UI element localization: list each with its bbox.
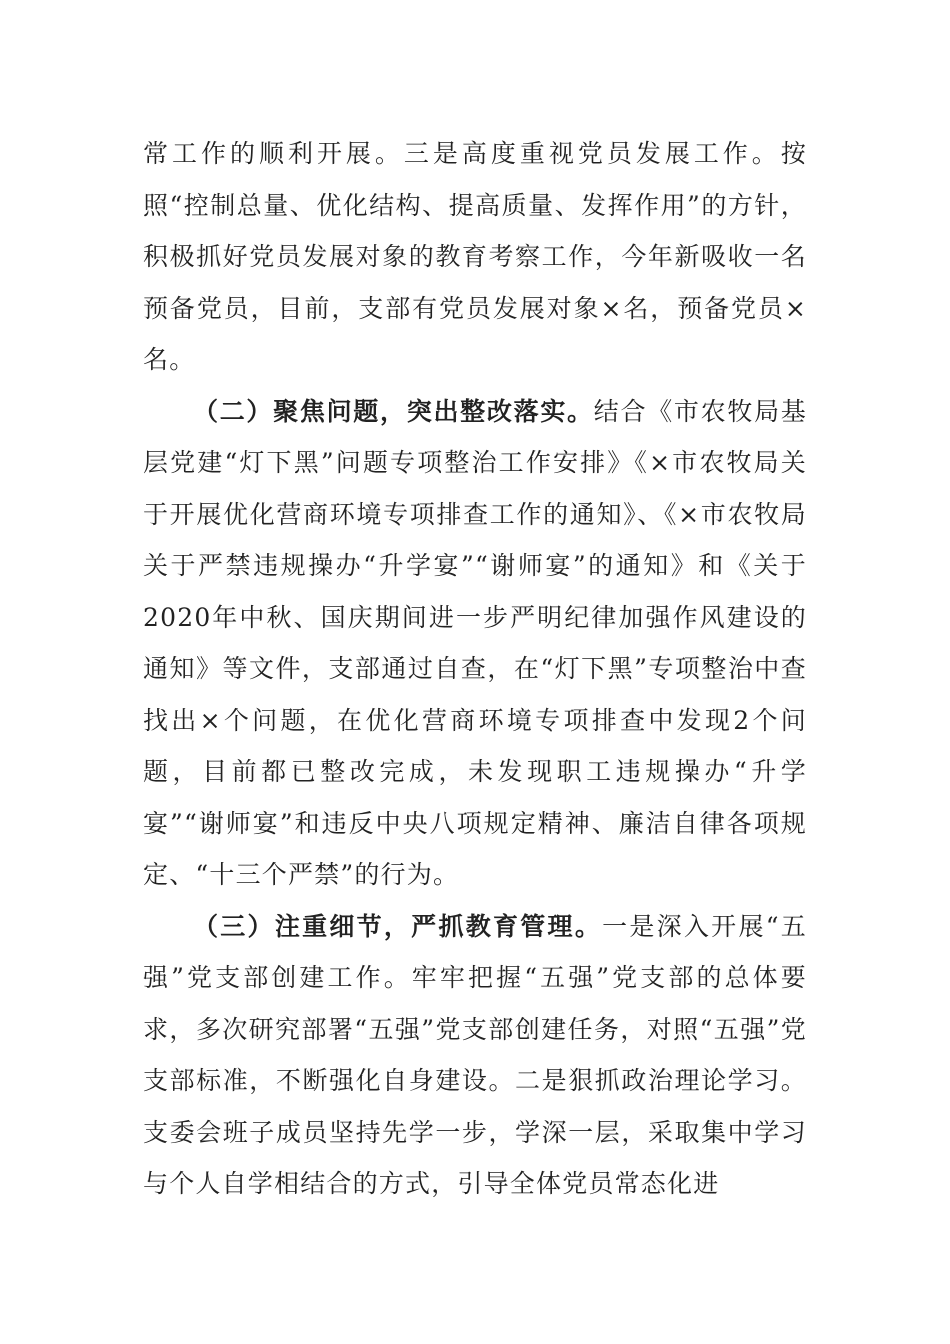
paragraph-text: 常工作的顺利开展。三是高度重视党员发展工作。按照“控制总量、优化结构、提高质量、发挥作用”的方针，积极抓好党员发展对象的教育考察工作，今年新吸收一名预备党员，目前，支部有党员发展对象×名，预备党员×名。 (143, 139, 807, 374)
document-body (143, 128, 807, 1210)
section-heading: （三）注重细节，严抓教育管理。 (193, 911, 603, 941)
paragraph-section-2 (143, 386, 807, 901)
paragraph-text: 一是深入开展“五强”党支部创建工作。牢牢把握“五强”党支部的总体要求，多次研究部署“五强”党支部创建任务，对照“五强”党支部标准，不断强化自身建设。二是狠抓政治理论学习。支委会班子成员坚持先学一步，学深一层，采取集中学习与个人自学相结合的方式，引导全体党员常态化进 (143, 911, 807, 1198)
paragraph-text: 结合《市农牧局基层党建“灯下黑”问题专项整治工作安排》《×市农牧局关于开展优化营商环境专项排查工作的通知》、《×市农牧局关于严禁违规操办“升学宴”“谢师宴”的通知》和《关于2020年中秋、国庆期间进一步严明纪律加强作风建设的通知》等文件，支部通过自查，在“灯下黑”专项整治中查找出×个问题，在优化营商环境专项排查中发现2个问题，目前都已整改完成，未发现职工违规操办“升学宴”“谢师宴”和违反中央八项规定精神、廉洁自律各项规定、“十三个严禁”的行为。 (143, 396, 807, 889)
paragraph-continuation (143, 128, 807, 386)
section-heading: （二）聚焦问题，突出整改落实。 (193, 396, 594, 426)
paragraph-section-3 (143, 901, 807, 1210)
